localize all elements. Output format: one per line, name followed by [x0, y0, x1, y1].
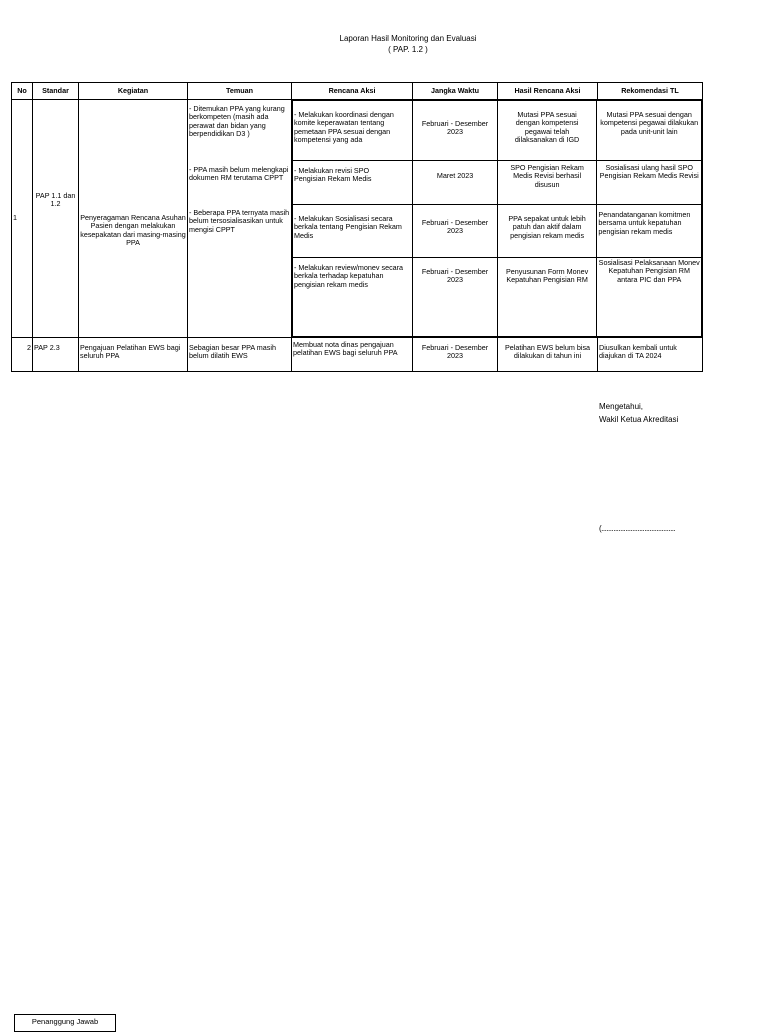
monev-table — [11, 82, 703, 372]
row1-temuan — [188, 100, 292, 338]
col-header-standar: Standar — [33, 83, 79, 100]
temuan-item: - PPA masih belum melengkapi dokumen RM terutama CPPT — [189, 165, 289, 183]
temuan-item: - Beberapa PPA ternyata masih belum tersosialisasikan untuk mengisi CPPT — [189, 208, 290, 234]
rekomendasi-1: Mutasi PPA sesuai dengan kompetensi pegawai dilakukan pada unit-unit lain — [597, 101, 702, 161]
approval-block — [599, 400, 678, 426]
row1-standar: PAP 1.1 dan 1.2 — [33, 100, 79, 338]
report-title: Laporan Hasil Monitoring dan Evaluasi — [339, 34, 477, 43]
temuan-item: - Ditemukan PPA yang kurang berkompeten (masih ada perawat dan bidan yang berpendidikan D3 ) — [189, 104, 285, 139]
col-header-hasil: Hasil Rencana Aksi — [498, 83, 598, 100]
col-header-no: No — [12, 83, 33, 100]
row2-rencana-aksi: Membuat nota dinas pengajuan pelatihan EWS bagi seluruh PPA — [292, 338, 413, 372]
table-row — [12, 100, 703, 338]
rencana-aksi-3: - Melakukan Sosialisasi secara berkala tentang Pengisian Rekam Medis — [293, 205, 413, 258]
col-header-temuan: Temuan — [188, 83, 292, 100]
row1-kegiatan: Penyeragaman Rencana Asuhan Pasien dengan melakukan kesepakatan dari masing-masing PPA — [79, 100, 188, 338]
table-header-row — [12, 83, 703, 100]
report-title-block — [0, 33, 768, 55]
action-row — [293, 258, 702, 337]
row2-standar: PAP 2.3 — [33, 338, 79, 372]
jangka-waktu-4: Februari - Desember 2023 — [413, 258, 498, 337]
col-header-jangka-waktu: Jangka Waktu — [413, 83, 498, 100]
penanggung-jawab-box: Penanggung Jawab — [14, 1014, 116, 1032]
hasil-3: PPA sepakat untuk lebih patuh dan aktif dalam pengisian rekam medis — [497, 205, 597, 258]
row2-rekomendasi: Diusulkan kembali untuk diajukan di TA 2024 — [598, 338, 703, 372]
row2-hasil: Pelatihan EWS belum bisa dilakukan di tahun ini — [498, 338, 598, 372]
rencana-aksi-2: - Melakukan revisi SPO Pengisian Rekam Medis — [293, 161, 413, 205]
action-row — [293, 205, 702, 258]
rekomendasi-3: Penandatanganan komitmen bersama untuk kepatuhan pengisian rekam medis — [597, 205, 702, 258]
hasil-4: Penyusunan Form Monev Kepatuhan Pengisian RM — [497, 258, 597, 337]
report-subtitle: ( PAP. 1.2 ) — [388, 45, 428, 54]
col-header-kegiatan: Kegiatan — [79, 83, 188, 100]
hasil-1: Mutasi PPA sesuai dengan kompetensi pegawai telah dilaksanakan di IGD — [497, 101, 597, 161]
row1-action-group — [292, 100, 703, 338]
mengetahui-label: Mengetahui, — [599, 402, 644, 411]
rekomendasi-2: Sosialisasi ulang hasil SPO Pengisian Rekam Medis Revisi — [597, 161, 702, 205]
row2-no: 2 — [12, 338, 33, 372]
action-subtable — [292, 100, 702, 337]
row2-temuan: Sebagian besar PPA masih belum dilatih EWS — [188, 338, 292, 372]
jangka-waktu-3: Februari - Desember 2023 — [413, 205, 498, 258]
approver-title: Wakil Ketua Akreditasi — [599, 415, 679, 424]
rencana-aksi-4: - Melakukan review/monev secara berkala terhadap kepatuhan pengisian rekam medis — [293, 258, 413, 337]
table-row — [12, 338, 703, 372]
row2-kegiatan: Pengajuan Pelatihan EWS bagi seluruh PPA — [79, 338, 188, 372]
rencana-aksi-1: - Melakukan koordinasi dengan komite keperawatan tentang pemetaan PPA sesuai dengan kompetensi yang ada — [293, 101, 413, 161]
col-header-rekomendasi: Rekomendasi TL — [598, 83, 703, 100]
col-header-rencana-aksi: Rencana Aksi — [292, 83, 413, 100]
jangka-waktu-2: Maret 2023 — [413, 161, 498, 205]
rekomendasi-4: Sosialisasi Pelaksanaan Monev Kepatuhan Pengisian RM antara PIC dan PPA — [597, 258, 702, 337]
jangka-waktu-1: Februari - Desember 2023 — [413, 101, 498, 161]
action-row — [293, 161, 702, 205]
action-row — [293, 101, 702, 161]
signature-line: (........................................... — [599, 524, 676, 533]
row1-no: 1 — [12, 100, 33, 338]
hasil-2: SPO Pengisian Rekam Medis Revisi berhasil disusun — [497, 161, 597, 205]
row2-jangka-waktu: Februari - Desember 2023 — [413, 338, 498, 372]
